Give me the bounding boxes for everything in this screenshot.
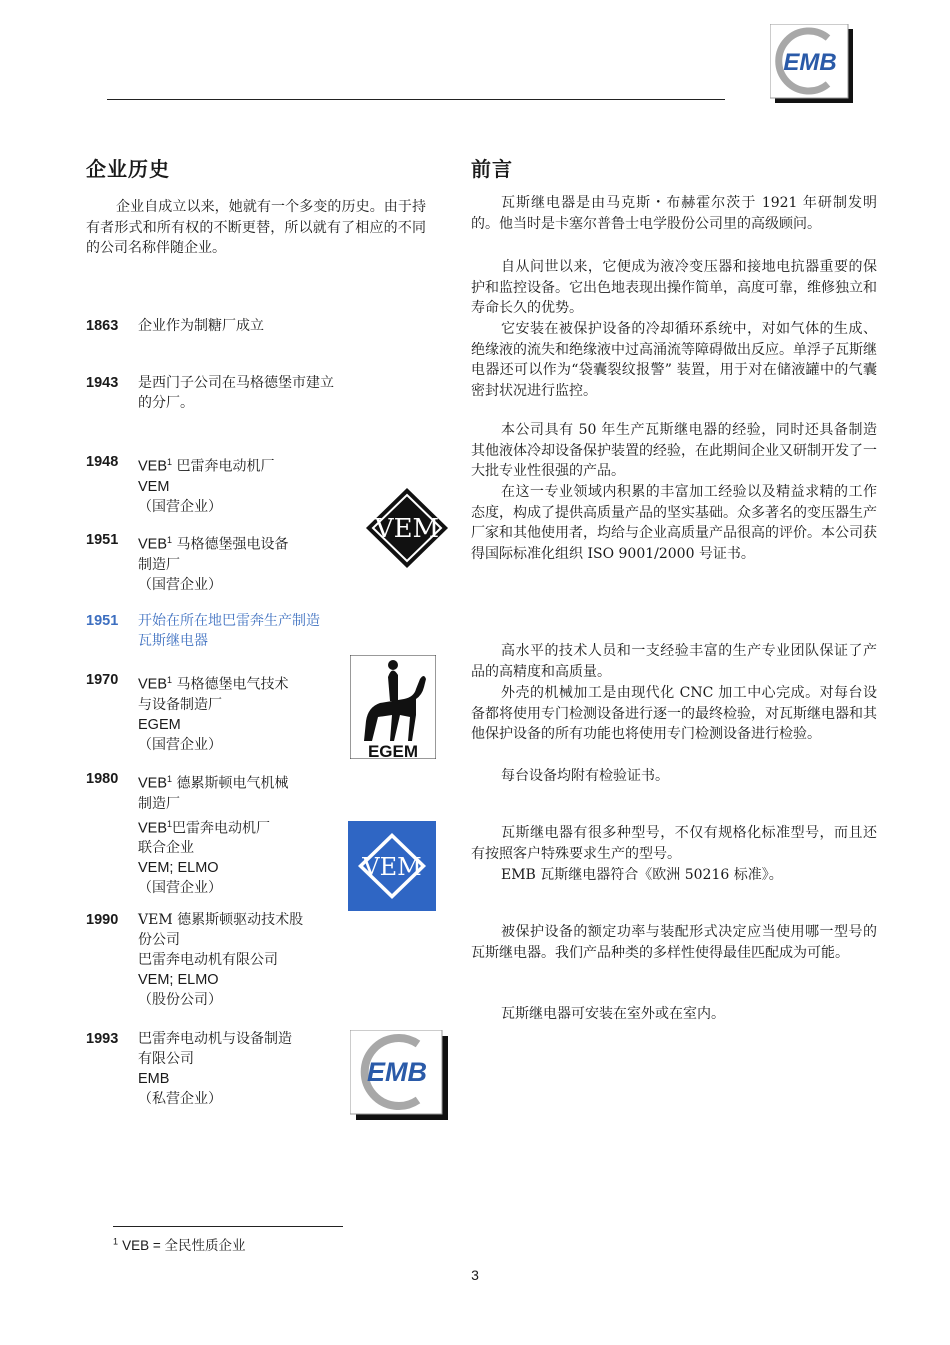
preface-title: 前言 — [471, 157, 513, 181]
entry-line: 有限公司 — [138, 1051, 194, 1067]
footnote-rule — [113, 1226, 343, 1227]
footnote — [113, 1234, 246, 1254]
entry-line: VEM 德累斯顿驱动技术股 — [138, 912, 304, 928]
footnote-ref: 1 — [167, 457, 173, 467]
emb-logo-header — [770, 24, 854, 104]
preface-paragraph-12: 瓦斯继电器可安装在室外或在室内。 — [501, 1006, 725, 1022]
entry-veb: VEB — [138, 676, 168, 693]
footnote-mark: 1 — [113, 1236, 119, 1247]
entry-line: 与设备制造厂 — [138, 696, 222, 713]
preface-paragraph-7: 外壳的机械加工是由现代化 CNC 加工中心完成。对每台设备都将使用专门检测设备进行逐一的最终检验，对瓦斯继电器和其他保护设备的所有功能也将使用专门检测设备进行检验。 — [471, 685, 877, 742]
entry-line: 马格德堡电气技术 — [176, 676, 289, 693]
entry-line: 制造厂 — [138, 795, 180, 812]
entry-year: 1993 — [86, 1031, 119, 1047]
entry-year: 1863 — [86, 318, 119, 334]
entry-line: （国营企业） — [138, 880, 222, 897]
footnote-ref: 1 — [167, 535, 173, 545]
entry-line: 巴雷奔电动机厂 — [172, 820, 271, 837]
entry-year: 1943 — [86, 375, 119, 391]
entry-line: （国营企业） — [138, 498, 222, 515]
history-title: 企业历史 — [86, 157, 170, 181]
preface-paragraph-3: 它安装在被保护设备的冷却循环系统中，对如气体的生成、绝缘液的流失和绝缘液中过高涌流等障碍做出反应。单浮子瓦斯继电器还可以作为“袋囊裂纹报警” 装置，用于对在储液罐中的气囊密封状况进行监控。 — [471, 321, 877, 399]
entry-line: 制造厂 — [138, 556, 180, 573]
preface-paragraph-8: 每台设备均附有检验证书。 — [501, 768, 669, 784]
preface-paragraph-4: 本公司具有 50 年生产瓦斯继电器的经验，同时还具备制造其他液体冷却设备保护装置的经验，在此期间企业又研制开发了一大批专业性很强的产品。 — [471, 422, 877, 479]
preface-paragraph-10: EMB 瓦斯继电器符合《欧洲 50216 标准》。 — [501, 867, 783, 883]
entry-line: 瓦斯继电器 — [138, 633, 208, 649]
entry-veb: VEB — [138, 820, 168, 837]
preface-paragraph-5: 在这一专业领域内积累的丰富加工经验以及精益求精的工作态度，构成了提供高质量产品的坚实基础。众多著名的变压器生产厂家和其他使用者，均给与企业高质量产品很高的评价。本公司获得国际标准化组织 ISO 9001/2000 号证书。 — [471, 484, 877, 562]
entry-year: 1990 — [86, 912, 119, 928]
vem-logo-blue — [348, 821, 436, 911]
entry-line: 企业作为制糖厂成立 — [138, 318, 264, 334]
entry-line: 的分厂。 — [138, 395, 194, 411]
entry-veb: VEB — [138, 775, 168, 792]
footnote-ref: 1 — [167, 675, 173, 685]
preface-paragraph-11: 被保护设备的额定功率与装配形式决定应当使用哪一型号的瓦斯继电器。我们产品种类的多样性使得最佳匹配成为可能。 — [471, 924, 877, 961]
egem-logo — [350, 655, 436, 759]
emb-logo — [350, 1030, 448, 1120]
entry-line: （私营企业） — [138, 1091, 222, 1107]
emb-logo-header-text: EMB — [783, 49, 837, 76]
entry-line: VEM; ELMO — [138, 860, 219, 877]
entry-line: 巴雷奔电动机有限公司 — [138, 952, 278, 968]
entry-line: 德累斯顿电气机械 — [176, 775, 289, 792]
entry-line: （国营企业） — [138, 576, 222, 593]
entry-line: EGEM — [138, 716, 181, 733]
preface-paragraph-6: 高水平的技术人员和一支经验丰富的生产专业团队保证了产品的高精度和高质量。 — [471, 643, 877, 680]
entry-year: 1951 — [86, 613, 119, 629]
egem-logo-text: EGEM — [367, 742, 419, 759]
vem-logo-blue-text: VEM — [362, 853, 422, 881]
history-intro: 企业自成立以来，她就有一个多变的历史。由于持有者形式和所有权的不断更替，所以就有了相应的不同的公司名称伴随企业。 — [86, 199, 426, 256]
entry-line: 马格德堡强电设备 — [176, 536, 289, 553]
entry-line: VEM; ELMO — [138, 972, 219, 988]
entry-year: 1980 — [86, 771, 119, 787]
vem-logo-bw — [364, 486, 450, 570]
entry-year: 1948 — [86, 454, 119, 470]
preface-paragraph-1: 瓦斯继电器是由马克斯・布赫霍尔茨于 1921 年研制发明的。他当时是卡塞尔普鲁士电学股份公司里的高级顾问。 — [471, 195, 877, 232]
entry-line: 开始在所在地巴雷奔生产制造 — [138, 613, 320, 629]
entry-line: VEM — [138, 478, 170, 495]
entry-year: 1970 — [86, 672, 119, 688]
entry-line: 巴雷奔电动机与设备制造 — [138, 1031, 292, 1047]
header-rule — [107, 99, 725, 100]
entry-year: 1951 — [86, 532, 119, 548]
entry-veb: VEB — [138, 458, 168, 475]
preface-paragraph-9: 瓦斯继电器有很多种型号，不仅有规格化标准型号，而且还有按照客户特殊要求生产的型号。 — [471, 825, 877, 862]
page-number: 3 — [471, 1267, 479, 1283]
entry-line: （国营企业） — [138, 736, 222, 753]
entry-line: 联合企业 — [138, 840, 194, 857]
entry-line: （股份公司） — [138, 992, 222, 1008]
footnote-ref: 1 — [167, 774, 173, 784]
emb-logo-text: EMB — [367, 1057, 427, 1087]
entry-line: 是西门子公司在马格德堡市建立 — [138, 375, 334, 391]
entry-line: 份公司 — [138, 932, 180, 948]
vem-logo-bw-text: VEM — [374, 514, 440, 544]
footnote-text: VEB = 全民性质企业 — [122, 1238, 246, 1253]
footnote-ref: 1 — [167, 818, 173, 829]
entry-veb: VEB — [138, 536, 168, 553]
entry-line: 巴雷奔电动机厂 — [176, 458, 275, 475]
preface-paragraph-2: 自从问世以来，它便成为液冷变压器和接地电抗器重要的保护和监控设备。它出色地表现出操作简单，高度可靠，维修独立和寿命长久的优势。 — [471, 259, 877, 316]
entry-line: EMB — [138, 1071, 170, 1087]
